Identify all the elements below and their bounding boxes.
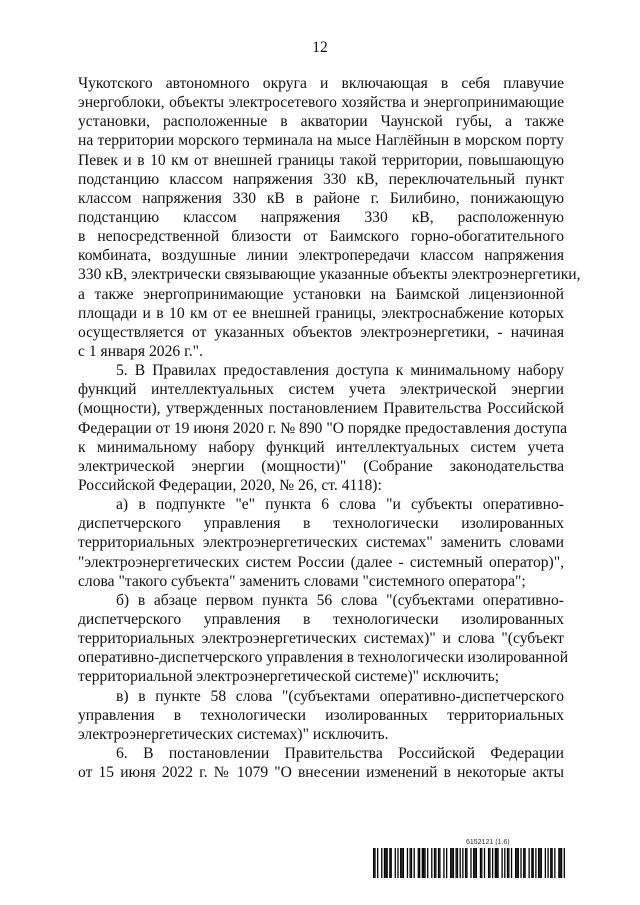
barcode-bar [400, 848, 401, 878]
text-line: оперативно-диспетчерского управления в технологически изолированной [78, 649, 569, 667]
barcode-bar [435, 848, 436, 878]
text-line: диспетчерского управления в технологически изолированных [78, 610, 564, 628]
document-body [78, 74, 581, 782]
barcode-bar [484, 848, 485, 878]
barcode-bar [419, 848, 420, 878]
barcode-bar [515, 848, 516, 878]
text-line: подстанцию классом напряжения 330 кВ, расположенную [78, 208, 564, 226]
barcode-bar [497, 848, 498, 878]
barcode-bar [551, 848, 552, 878]
barcode-bar [384, 848, 385, 878]
barcode-bar [545, 848, 546, 878]
barcode-bar [374, 848, 375, 878]
barcode-bar [466, 848, 467, 878]
text-line: территориальной электроэнергетической системе)" исключить; [78, 668, 500, 686]
text-line: управления в технологически изолированных территориальных [78, 706, 564, 724]
barcode-bar [561, 848, 562, 878]
barcode-bar [481, 848, 482, 878]
barcode-bar [507, 848, 508, 878]
barcode-image [373, 848, 565, 878]
barcode-bar [407, 848, 408, 878]
barcode-bar [431, 848, 432, 878]
barcode-bar [488, 848, 489, 878]
text-line: с 1 января 2026 г.". [78, 342, 203, 360]
text-line: Певек и в 10 км от внешней границы такой территории, повышающую [78, 151, 564, 169]
barcode-bar [387, 848, 388, 878]
barcode-bar [531, 848, 532, 878]
text-line: территориальных электроэнергетических системах)" и слова "(субъект [78, 630, 564, 648]
text-line: а также энергопринимающие установки на Баимской лицензионной [78, 285, 564, 303]
text-line: Российской Федерации, 2020, № 26, ст. 4118): [78, 476, 382, 494]
barcode-bar [457, 848, 458, 878]
barcode-bar [403, 848, 404, 878]
barcode-bar [465, 848, 466, 878]
barcode-bar [414, 848, 415, 878]
barcode-bar [450, 848, 451, 878]
barcode-bar [511, 848, 512, 878]
barcode-bar [460, 848, 461, 878]
barcode-bar [443, 848, 444, 878]
text-line: на территории морского терминала на мысе Наглёйнын в морском порту [78, 132, 564, 150]
barcode-bar [528, 848, 529, 878]
barcode-bar [516, 848, 517, 878]
barcode-bar [495, 848, 496, 878]
barcode-bar [434, 848, 435, 878]
barcode-bar [504, 848, 505, 878]
barcode-bar [492, 848, 493, 878]
barcode-bar [533, 848, 534, 878]
barcode-bar [473, 848, 474, 878]
barcode-bar [476, 848, 477, 878]
barcode-bar [558, 848, 559, 878]
barcode-bar [381, 848, 382, 878]
barcode-bar [539, 848, 540, 878]
barcode-bar [422, 848, 423, 878]
barcode-bar [446, 848, 447, 878]
barcode-bar [564, 848, 565, 878]
barcode-bar [520, 848, 521, 878]
barcode-bar [554, 848, 555, 878]
text-line: б) в абзаце первом пункта 56 слова "(субъектами оперативно- [116, 591, 564, 609]
barcode-bar [560, 848, 561, 878]
barcode-bar [377, 848, 378, 878]
barcode-bar [474, 848, 475, 878]
text-line: классом напряжения 330 кВ в районе г. Билибино, понижающую [78, 189, 564, 207]
text-line: комбината, воздушные линии электропередачи классом напряжения [78, 247, 564, 265]
text-line: территориальных электроэнергетических системах" заменить словами [78, 534, 564, 552]
barcode-bar [508, 848, 509, 878]
barcode-bar [389, 848, 390, 878]
text-line: "электроэнергетических систем России (далее - системный оператор)", [78, 553, 564, 571]
text-line: от 15 июня 2022 г. № 1079 "О внесении изменений в некоторые акты [78, 764, 564, 782]
barcode-bar [462, 848, 463, 878]
barcode-bar [410, 848, 411, 878]
barcode-bar [501, 848, 502, 878]
barcode-bar [453, 848, 454, 878]
text-line: 5. В Правилах предоставления доступа к минимальному набору [116, 362, 564, 380]
barcode-bar [385, 848, 386, 878]
barcode-bar [423, 848, 424, 878]
text-line: установки, расположенные в акватории Чаунской губы, а также [78, 113, 564, 131]
barcode-bar [541, 848, 542, 878]
barcode-bar [550, 848, 551, 878]
barcode-bar [401, 848, 402, 878]
barcode-bar [496, 848, 497, 878]
text-line: Чукотского автономного округа и включающая в себя плавучие [78, 75, 564, 92]
text-line: осуществляется от указанных объектов электроэнергетики, - начиная [78, 323, 564, 341]
barcode-bar [489, 848, 490, 878]
barcode-bar [547, 848, 548, 878]
barcode-bar [373, 848, 374, 878]
barcode-bar [455, 848, 456, 878]
text-line: в непосредственной близости от Баимского горно-обогатительного [78, 228, 564, 246]
barcode-bar [480, 848, 481, 878]
text-line: 6. В постановлении Правительства Российской Федерации [116, 744, 564, 762]
text-line: (мощности), утвержденных постановлением Правительства Российской [78, 400, 564, 418]
barcode-bar [524, 848, 525, 878]
text-line: Федерации от 19 июня 2020 г. № 890 "О порядке предоставления доступа [78, 419, 568, 437]
barcode-bar [470, 848, 471, 878]
text-line: а) в подпункте "е" пункта 6 слова "и субъекты оперативно- [116, 496, 564, 514]
barcode-bar [439, 848, 440, 878]
page-number: 12 [312, 39, 328, 56]
text-line: энергоблоки, объекты электросетевого хозяйства и энергопринимающие [78, 94, 564, 112]
text-line: площади и в 10 км от ее внешней границы, электроснабжение которых [78, 304, 564, 322]
barcode-bar [523, 848, 524, 878]
barcode-bar [395, 848, 396, 878]
barcode-bar [438, 848, 439, 878]
text-line: функций интеллектуальных систем учета электрической энергии [78, 381, 564, 399]
barcode-bar [538, 848, 539, 878]
barcode-bar [535, 848, 536, 878]
barcode-bar [391, 848, 392, 878]
text-line: слова "такого субъекта" заменить словами "системного оператора"; [78, 572, 526, 590]
barcode-bar [451, 848, 452, 878]
text-line: к минимальному набору функций интеллектуальных систем учета [78, 438, 564, 456]
document-id: 6152121 (1.6) [466, 839, 510, 846]
text-line: 330 кВ, электрически связывающие указанные объекты электроэнергетики, [78, 266, 581, 284]
barcode-bar [411, 848, 412, 878]
barcode-bar [397, 848, 398, 878]
barcode-bar [518, 848, 519, 878]
text-line: электроэнергетических системах)" исключить. [78, 725, 389, 743]
text-line: диспетчерского управления в технологически изолированных [78, 515, 564, 533]
barcode-bar [418, 848, 419, 878]
barcode-bar [427, 848, 428, 878]
text-line: подстанцию классом напряжения 330 кВ, переключательный пункт [78, 170, 564, 188]
barcode-bar [424, 848, 425, 878]
text-line: электрической энергии (мощности)" (Собрание законодательства [78, 457, 564, 475]
text-line: в) в пункте 58 слова "(субъектами оперативно-диспетчерского [116, 687, 564, 705]
